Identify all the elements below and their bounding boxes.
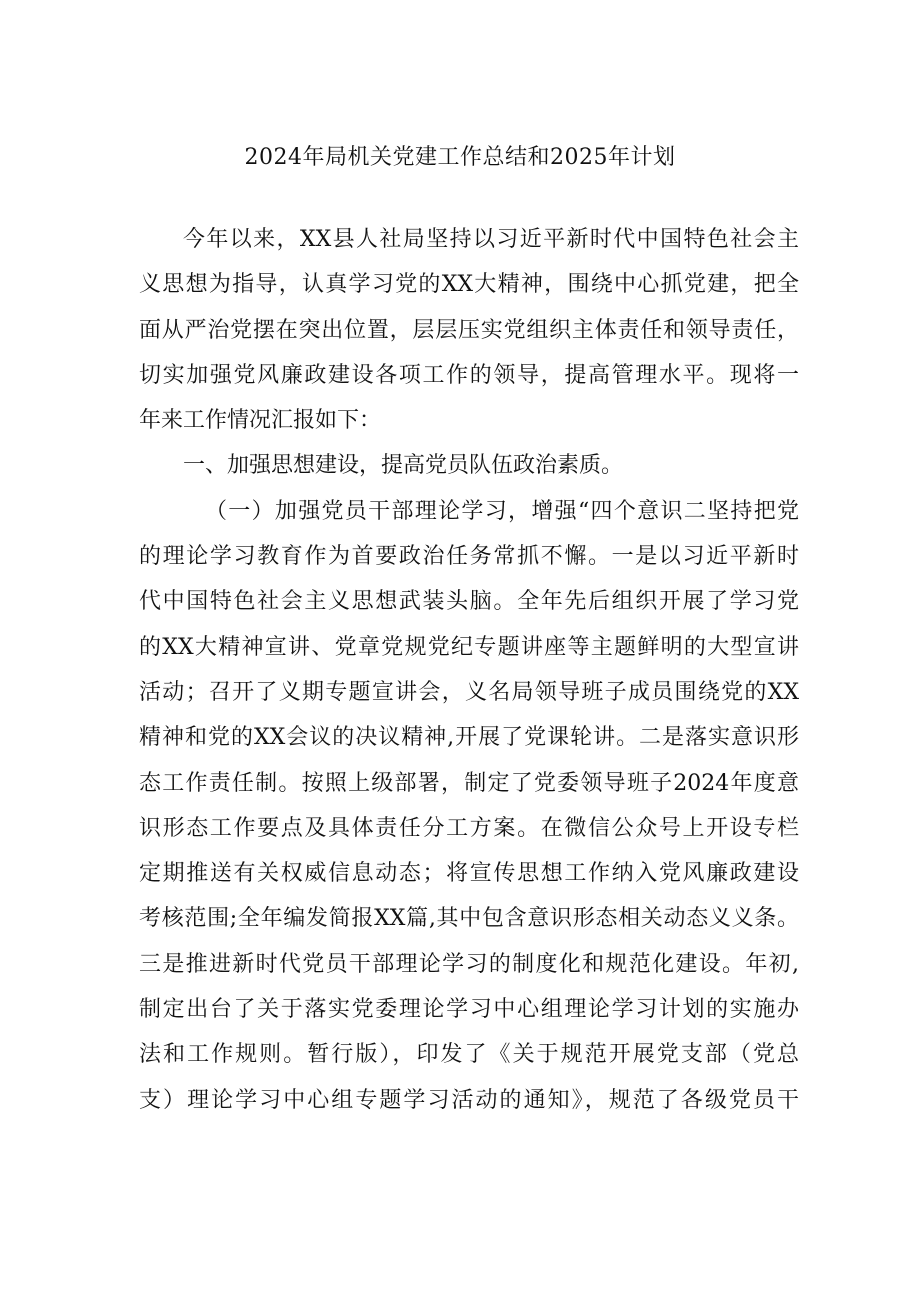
paragraph-line: 代中国特色社会主义思想武装头脑。全年先后组织开展了学习党 (139, 589, 799, 615)
paragraph-line: 三是推进新时代党员干部理论学习的制度化和规范化建设。年初, (139, 951, 799, 977)
paragraph-line: 支）理论学习中心组专题学习活动的通知》，规范了各级党员干 (139, 1087, 799, 1113)
section-heading: 一、加强思想建设，提高党员队伍政治素质。 (183, 453, 624, 479)
paragraph-line: 面从严治党摆在突出位置，层层压实党组织主体责任和领导责任， (139, 317, 799, 343)
paragraph-line: 考核范围;全年编发简报XX篇,其中包含意识形态相关动态义义条。 (139, 906, 799, 932)
paragraph-line: 的XX大精神宣讲、党章党规党纪专题讲座等主题鲜明的大型宣讲 (139, 634, 799, 660)
paragraph-line: 识形态工作要点及具体责任分工方案。在微信公众号上开设专栏 (139, 815, 799, 841)
paragraph-line: 年来工作情况汇报如下： (139, 408, 382, 434)
subsection-heading-line: （一）加强党员干部理论学习，增强“四个意识二坚持把党 (205, 498, 799, 524)
paragraph-line: 义思想为指导，认真学习党的XX大精神，围绕中心抓党建，把全 (139, 272, 799, 298)
paragraph-line: 精神和党的XX会议的决议精神,开展了党课轮讲。二是落实意识形 (139, 725, 799, 751)
paragraph-line: 的理论学习教育作为首要政治任务常抓不懈。一是以习近平新时 (139, 544, 799, 570)
document-body (139, 217, 799, 1123)
paragraph-line: 制定出台了关于落实党委理论学习中心组理论学习计划的实施办 (139, 997, 799, 1023)
paragraph-line: 法和工作规则。暂行版），印发了《关于规范开展党支部（党总 (139, 1042, 799, 1068)
paragraph-line: 定期推送有关权威信息动态；将宣传思想工作纳入党风廉政建设 (139, 861, 799, 887)
document-title: 2024年局机关党建工作总结和2025年计划 (244, 145, 676, 170)
paragraph-line: 今年以来，XX县人社局坚持以习近平新时代中国特色社会主 (183, 227, 799, 252)
paragraph-line: 态工作责任制。按照上级部署，制定了党委领导班子2024年度意 (139, 770, 799, 796)
paragraph-line: 活动；召开了义期专题宣讲会，义名局领导班子成员围绕党的XX (139, 679, 799, 705)
paragraph-line: 切实加强党风廉政建设各项工作的领导，提高管理水平。现将一 (139, 362, 799, 388)
